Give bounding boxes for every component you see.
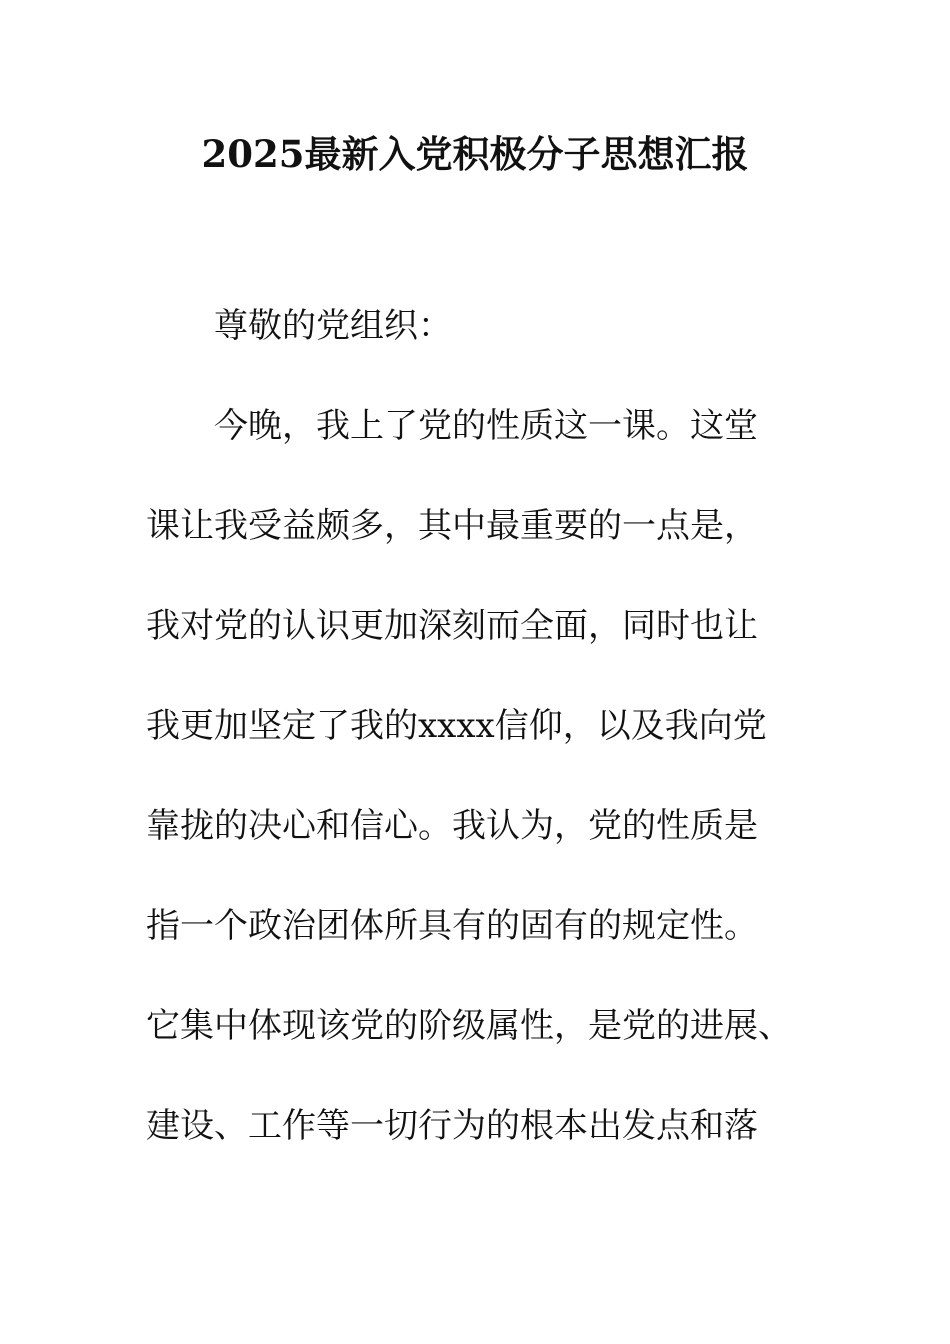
salutation-line: 尊敬的党组织：	[214, 306, 452, 346]
document-body	[146, 300, 846, 1200]
document-title: 2025最新入党积极分子思想汇报	[201, 132, 749, 176]
paragraph-line: 它集中体现该党的阶级属性，是党的进展、	[146, 1006, 792, 1046]
paragraph-line: 我更加坚定了我的xxxx信仰，以及我向党	[146, 706, 767, 746]
paragraph-line: 我对党的认识更加深刻而全面，同时也让	[146, 606, 758, 646]
paragraph-line: 今晚，我上了党的性质这一课。这堂	[214, 406, 758, 446]
paragraph-line: 建设、工作等一切行为的根本出发点和落	[146, 1106, 758, 1146]
paragraph-line: 课让我受益颇多，其中最重要的一点是，	[146, 506, 758, 546]
paragraph-line: 指一个政治团体所具有的固有的规定性。	[146, 906, 758, 946]
paragraph-line: 靠拢的决心和信心。我认为，党的性质是	[146, 806, 758, 846]
